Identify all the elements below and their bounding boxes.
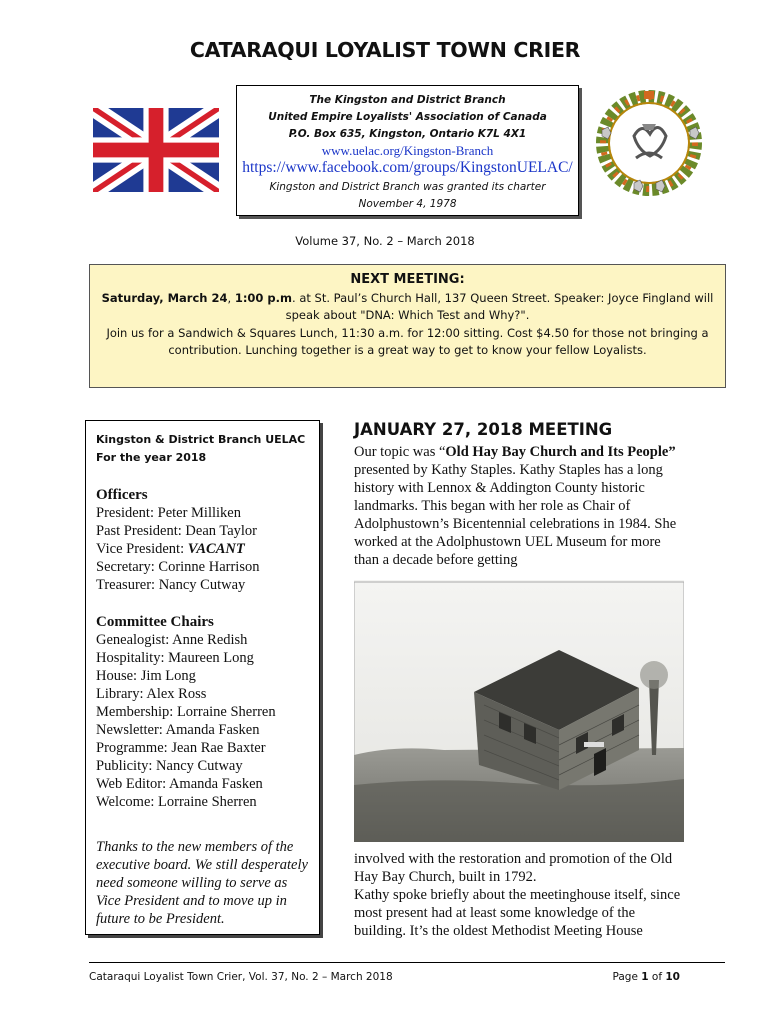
chair-name: Maureen Long bbox=[168, 650, 254, 666]
page-prefix: Page bbox=[612, 971, 642, 983]
officer-name: Peter Milliken bbox=[157, 505, 241, 521]
officer-name-vacant: VACANT bbox=[187, 541, 245, 557]
chair-row bbox=[96, 649, 319, 667]
article-p1-start: Our topic was “ bbox=[354, 444, 446, 460]
chair-role: Hospitality: bbox=[96, 650, 165, 666]
page-number bbox=[613, 971, 681, 983]
chair-name: Lorraine Sherren bbox=[176, 704, 276, 720]
executive-heading-1: Kingston & District Branch UELAC bbox=[96, 433, 306, 446]
officer-role: Treasurer: bbox=[96, 577, 156, 593]
officer-role: Past President: bbox=[96, 523, 182, 539]
chair-row bbox=[96, 739, 319, 757]
lunch-info: Join us for a Sandwich & Squares Lunch, 11:30 a.m. for 12:00 sitting. Cost $4.50 for those not bringing a contribution. Lunching together is a great way to get to know your fellow Loyalists. bbox=[106, 325, 709, 357]
chair-role: Welcome: bbox=[96, 794, 155, 810]
chair-role: Membership: bbox=[96, 704, 174, 720]
chair-role: Library: bbox=[96, 686, 144, 702]
officer-name: Dean Taylor bbox=[185, 523, 258, 539]
chair-role: Web Editor: bbox=[96, 776, 167, 792]
chair-name: Jim Long bbox=[140, 668, 196, 684]
officers-title: Officers bbox=[96, 487, 148, 503]
chair-name: Alex Ross bbox=[146, 686, 207, 702]
volume-issue: Volume 37, No. 2 – March 2018 bbox=[295, 234, 475, 248]
officer-row bbox=[96, 576, 319, 594]
next-meeting-details bbox=[100, 290, 715, 325]
next-meeting-heading: NEXT MEETING: bbox=[350, 272, 465, 287]
executive-box bbox=[85, 420, 320, 935]
chair-role: House: bbox=[96, 668, 138, 684]
page-total: 10 bbox=[665, 971, 680, 983]
officer-row bbox=[96, 504, 319, 522]
officer-role: Vice President: bbox=[96, 541, 185, 557]
newsletter-title: CATARAQUI LOYALIST TOWN CRIER bbox=[189, 38, 581, 62]
chair-row bbox=[96, 775, 319, 793]
uelac-wreath-emblem-icon bbox=[594, 88, 704, 198]
chair-role: Publicity: bbox=[96, 758, 153, 774]
chair-row bbox=[96, 721, 319, 739]
officer-role: Secretary: bbox=[96, 559, 155, 575]
article-p3-text: Kathy spoke briefly about the meetinghouse itself, since most present had at least some knowledge of the building. It’s the oldest Methodist Meeting House bbox=[354, 887, 681, 939]
article-topic: Old Hay Bay Church and Its People” bbox=[445, 444, 676, 460]
chair-row bbox=[96, 685, 319, 703]
chair-name: Jean Rae Baxter bbox=[171, 740, 266, 756]
article-title: JANUARY 27, 2018 MEETING bbox=[354, 420, 613, 439]
meeting-location-speaker: . at St. Paul’s Church Hall, 137 Queen Street. Speaker: Joyce Fingland will speak about "DNA: Which Test and Why?". bbox=[285, 290, 714, 322]
chair-role: Programme: bbox=[96, 740, 168, 756]
officer-row bbox=[96, 558, 319, 576]
chair-name: Lorraine Sherren bbox=[158, 794, 257, 810]
branch-name: The Kingston and District Branch bbox=[309, 94, 506, 106]
officer-row bbox=[96, 522, 319, 540]
article-paragraph-1 bbox=[354, 443, 684, 569]
association-name: United Empire Loyalists' Association of Canada bbox=[268, 111, 547, 123]
officer-name: Corinne Harrison bbox=[158, 559, 260, 575]
chair-row bbox=[96, 703, 319, 721]
article-p2-text: involved with the restoration and promotion of the Old Hay Bay Church, built in 1792. bbox=[354, 851, 673, 885]
facebook-link[interactable]: https://www.facebook.com/groups/KingstonUELAC/ bbox=[242, 159, 573, 176]
charter-line-2: November 4, 1978 bbox=[358, 198, 457, 210]
footer-divider bbox=[89, 962, 725, 963]
article-p1-rest: presented by Kathy Staples. Kathy Staples has a long history with Lennox & Addington County historic landmarks. This began with her role as Chair of Adolphustown’s Bicentennial celebrations in 1984. She worked at the Adolphustown UEL Museum for more than a decade before getting bbox=[354, 462, 677, 568]
chair-row bbox=[96, 757, 319, 775]
meeting-time: 1:00 p.m bbox=[234, 290, 293, 305]
chair-role: Newsletter: bbox=[96, 722, 163, 738]
chair-row bbox=[96, 667, 319, 685]
old-hay-bay-church-photo bbox=[354, 580, 684, 842]
meeting-date: Saturday, March 24 bbox=[101, 290, 228, 305]
officer-role: President: bbox=[96, 505, 154, 521]
branch-info-box bbox=[236, 85, 579, 216]
mailing-address: P.O. Box 635, Kingston, Ontario K7L 4X1 bbox=[288, 128, 527, 140]
chair-row bbox=[96, 631, 319, 649]
union-jack-flag-icon bbox=[93, 108, 219, 192]
footer-citation: Cataraqui Loyalist Town Crier, Vol. 37, No. 2 – March 2018 bbox=[89, 971, 393, 983]
chair-name: Nancy Cutway bbox=[156, 758, 243, 774]
charter-line-1: Kingston and District Branch was granted its charter bbox=[269, 181, 546, 193]
executive-heading-2: For the year 2018 bbox=[96, 451, 207, 464]
page-current: 1 bbox=[641, 971, 649, 983]
next-meeting-box bbox=[89, 264, 726, 388]
chair-name: Amanda Fasken bbox=[168, 776, 263, 792]
committee-chairs-list bbox=[96, 631, 319, 811]
chair-name: Anne Redish bbox=[172, 632, 248, 648]
page-of: of bbox=[648, 971, 666, 983]
chair-row bbox=[96, 793, 319, 811]
officer-name: Nancy Cutway bbox=[158, 577, 246, 593]
meeting-sep: , bbox=[227, 290, 235, 305]
officers-list bbox=[96, 504, 319, 594]
article-paragraph-2 bbox=[354, 850, 684, 940]
executive-note: Thanks to the new members of the executive board. We still desperately need someone willing to serve as Vice President and to move up in future to be President. bbox=[96, 839, 308, 927]
officer-row bbox=[96, 540, 319, 558]
chair-name: Amanda Fasken bbox=[165, 722, 260, 738]
chair-role: Genealogist: bbox=[96, 632, 170, 648]
website-link[interactable]: www.uelac.org/Kingston-Branch bbox=[321, 143, 494, 158]
committee-chairs-title: Committee Chairs bbox=[96, 614, 214, 630]
